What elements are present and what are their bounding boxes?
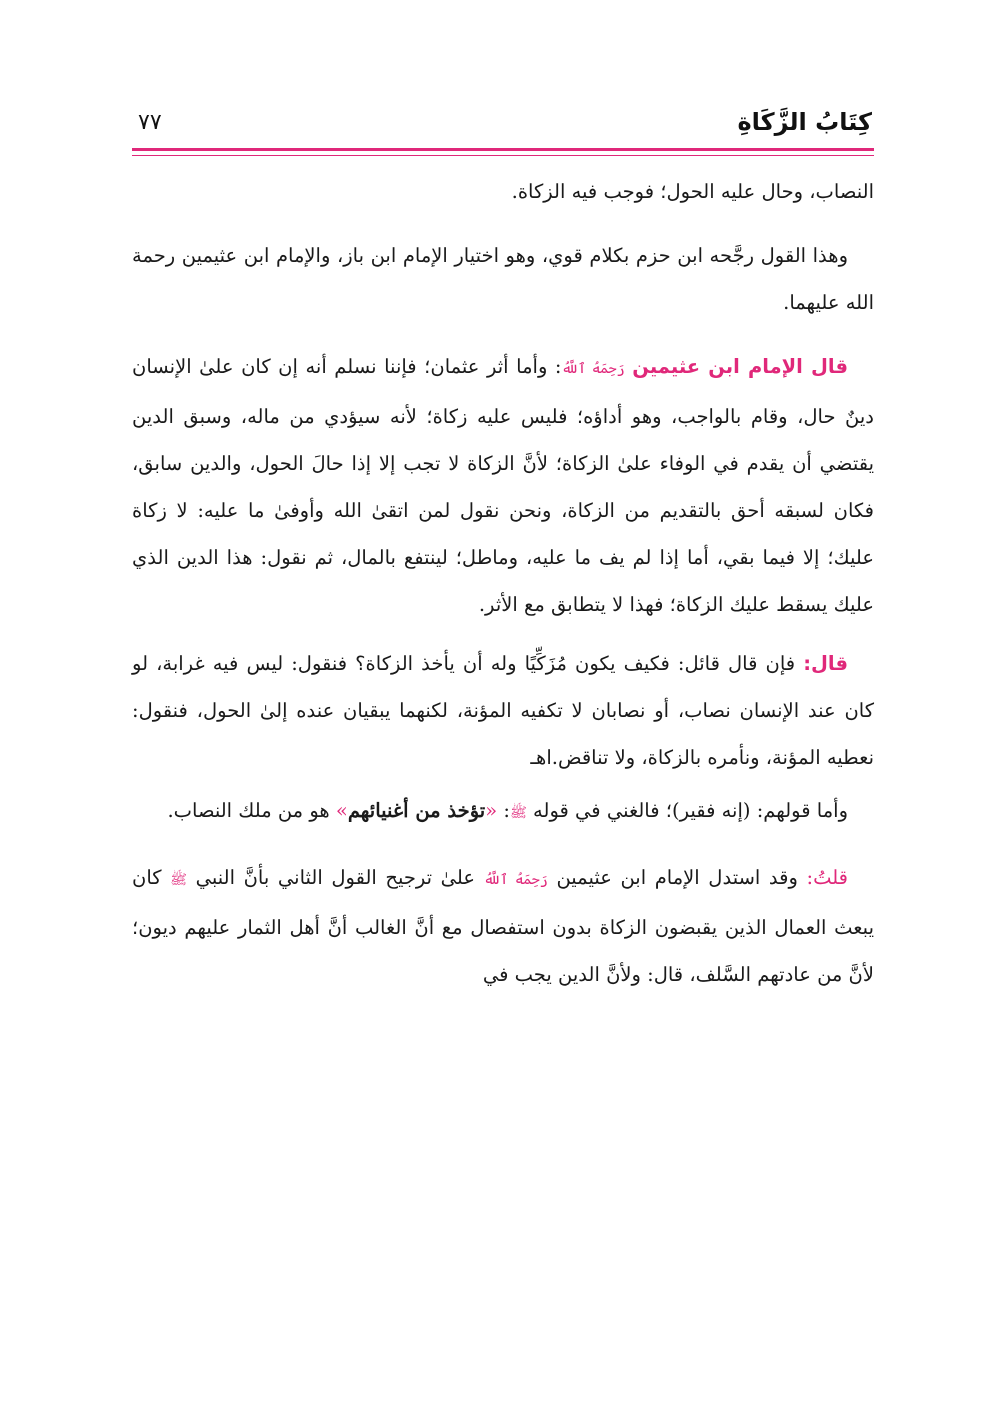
honorific-mark: ﷺ: [170, 872, 188, 888]
paragraph-3: [132, 343, 874, 628]
paragraph-6: [132, 854, 874, 998]
page-body: [132, 168, 874, 998]
paragraph-6-text-before: وقد استدل الإمام ابن عثيمين: [547, 866, 807, 889]
paragraph-5-text-after: هو من ملك النصاب.: [167, 799, 336, 822]
paragraph-2: [132, 232, 874, 326]
paragraph-6-text-mid: علىٰ ترجيح القول الثاني بأنَّ النبي: [187, 866, 484, 889]
book-title: كِتَابُ الزَّكَاةِ: [737, 108, 872, 136]
paragraph-5-text-before: وأما قولهم: (إنه فقير)؛ فالغني في قوله: [526, 799, 848, 822]
paragraph-1-text: النصاب، وحال عليه الحول؛ فوجب فيه الزكاة.: [511, 180, 874, 203]
honorific-mark: رَحِمَهُ ٱللَّهُ: [561, 361, 625, 377]
speaker-label: قلتُ:: [806, 866, 848, 889]
paragraph-4-text: فإن قال قائل: فكيف يكون مُزَكِّيًا وله أن يأخذ الزكاة؟ فنقول: ليس فيه غرابة، لو كان عند الإنسان نصاب، أو نصابان لا تكفيه المؤنة، لكنهما يبقيان عنده إلىٰ الحول، فنقول: نعطيه المؤنة، ونأمره بالزكاة، ولا تناقض.اهـ: [132, 652, 874, 769]
paragraph-5-text-mid: :: [497, 799, 510, 822]
page-number: ٧٧: [138, 110, 162, 135]
hadith-quote: تؤخذ من أغنيائهم: [347, 799, 486, 822]
paragraph-2-text: وهذا القول رجَّحه ابن حزم بكلام قوي، وهو اختيار الإمام ابن باز، والإمام ابن عثيمين رحمة الله عليهما.: [132, 244, 874, 314]
paragraph-5: [132, 787, 874, 837]
paragraph-4: [132, 640, 874, 781]
honorific-mark: رَحِمَهُ ٱللَّهُ: [483, 872, 548, 888]
quote-open: «: [485, 799, 498, 822]
paragraph-3-text: : وأما أثر عثمان؛ فإننا نسلم أنه إن كان علىٰ الإنسان دينٌ حال، وقام بالواجب، وهو أداؤه؛ فليس عليه زكاة؛ لأنه سيؤدي من ماله، وسبق الدين يقتضي أن يقدم في الوفاء علىٰ الزكاة؛ لأنَّ الزكاة لا تجب إلا إذا حالَ الحول، والدين سابق، فكان لسبقه أحق بالتقديم من الزكاة، ونحن نقول لمن اتقىٰ الله وأوفىٰ ما عليه: لا زكاة عليك؛ إلا فيما بقي، أما إذا لم يف ما عليه، وماطل؛ لينتفع بالمال، ثم نقول: هذا الدين الذي عليك يسقط عليك الزكاة؛ فهذا لا يتطابق مع الأثر.: [132, 355, 874, 616]
header-rule-thick: [132, 148, 874, 151]
page-header: [132, 108, 872, 148]
header-rule-thin: [132, 155, 874, 156]
paragraph-6-text-after: كان يبعث العمال الذين يقبضون الزكاة بدون استفصال مع أنَّ الغالب أنَّ أهل الثمار عليهم ديون؛ لأنَّ من عادتهم السَّلف، قال: ولأنَّ الدين يجب في: [132, 866, 874, 986]
speaker-label: قال الإمام ابن عثيمين: [632, 355, 848, 378]
quote-close: »: [335, 799, 348, 822]
honorific-mark: ﷺ: [509, 805, 527, 821]
paragraph-1: [132, 168, 874, 215]
speaker-label: قال:: [803, 652, 848, 675]
